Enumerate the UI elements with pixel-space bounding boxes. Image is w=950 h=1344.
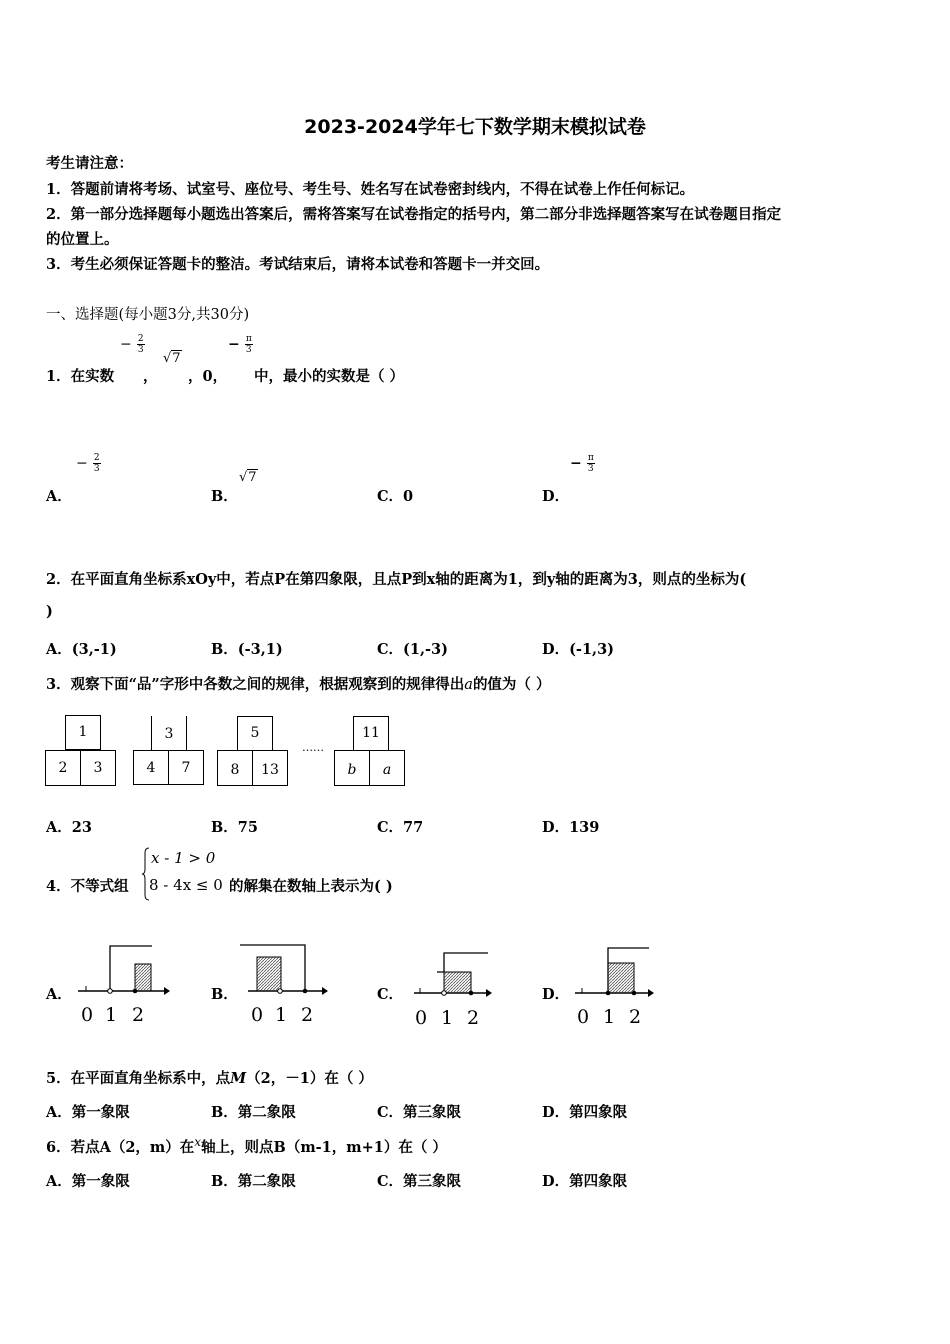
- fig2-top: 3: [151, 716, 187, 751]
- q4-stem-suffix: 的解集在数轴上表示为( ): [229, 878, 393, 895]
- notice-item-3: 3．考生必须保证答题卡的整洁。考试结束后，请将本试卷和答题卡一并交回。: [46, 256, 550, 273]
- fig2-left: 4: [133, 750, 169, 785]
- fig3-left: 8: [217, 750, 253, 786]
- q3-option-d[interactable]: D．139: [542, 819, 600, 836]
- frac-denominator: 3: [587, 464, 594, 474]
- fig1-left: 2: [45, 750, 81, 786]
- number-line-a[interactable]: [78, 946, 170, 995]
- fig1-top: 1: [65, 715, 101, 750]
- q4-stem-prefix: 4．不等式组: [46, 878, 129, 895]
- q3-stem-suffix: 的值为（ ）: [472, 676, 551, 693]
- frac-numerator: 2: [93, 453, 100, 463]
- q4-inequality-2: 8 - 4x ≤ 0: [149, 876, 223, 894]
- q6-stem-prefix: 6．若点A（2，m）在: [46, 1138, 195, 1156]
- tick-label-2: 2: [132, 1004, 145, 1026]
- tick-label-0: 0: [415, 1007, 428, 1029]
- fig4-right: a: [369, 750, 405, 786]
- sqrt-radicand: 7: [172, 351, 181, 366]
- q1-comma: ，: [143, 368, 158, 385]
- sqrt-icon: √: [163, 351, 172, 366]
- tick-label-2: 2: [467, 1007, 480, 1029]
- q4-option-b[interactable]: B．: [211, 986, 238, 1003]
- q5-stem: [46, 1067, 373, 1088]
- number-line-d[interactable]: [575, 948, 654, 997]
- fig4-left: b: [334, 750, 370, 786]
- q2-option-d[interactable]: D．(-1,3): [542, 641, 615, 658]
- frac-denominator: 3: [245, 345, 252, 355]
- q5-stem-suffix: （2，－1）在（ ）: [246, 1070, 373, 1087]
- q4-option-a[interactable]: A．: [46, 986, 72, 1003]
- fig2-right: 7: [168, 750, 204, 785]
- tick-label-2: 2: [301, 1004, 314, 1026]
- minus-sign: −: [120, 336, 132, 353]
- q3-stem-prefix: 3．观察下面“品”字形中各数之间的规律，根据观察到的规律得出: [46, 676, 465, 693]
- q1-stem-prefix: 1．在实数: [46, 368, 115, 385]
- q1-option-a[interactable]: A．: [46, 488, 72, 505]
- minus-sign: −: [228, 336, 240, 353]
- q5-option-b[interactable]: B．第二象限: [211, 1104, 296, 1121]
- section-heading: 一、选择题(每小题3分,共30分): [46, 307, 250, 323]
- q2-stem-end: ): [46, 603, 53, 620]
- q3-option-b[interactable]: B．75: [211, 819, 258, 836]
- q1-stem-suffix: 中，最小的实数是（ ）: [254, 368, 405, 385]
- q5-stem-prefix: 5．在平面直角坐标系中，点: [46, 1070, 231, 1087]
- q4-option-c[interactable]: C．: [377, 986, 404, 1003]
- q6-axis: x: [194, 1135, 202, 1149]
- q1-option-c[interactable]: C．0: [377, 488, 414, 505]
- number-line-c[interactable]: [414, 953, 492, 997]
- q6-option-c[interactable]: C．第三象限: [377, 1173, 462, 1190]
- q2-stem: 2．在平面直角坐标系xOy中，若点P在第四象限，且点P到x轴的距离为1，到y轴的距离为3，则点的坐标为(: [46, 571, 747, 588]
- q5-option-c[interactable]: C．第三象限: [377, 1104, 462, 1121]
- tick-label-0: 0: [577, 1006, 590, 1028]
- q6-option-d[interactable]: D．第四象限: [542, 1173, 628, 1190]
- notice-item-2-cont: 的位置上。: [46, 231, 119, 248]
- tick-label-1: 1: [275, 1004, 288, 1026]
- frac-denominator: 3: [137, 345, 144, 355]
- notice-item-2: 2．第一部分选择题每小题选出答案后，需将答案写在试卷指定的括号内，第二部分非选择题答案写在试卷题目指定: [46, 206, 782, 223]
- frac-numerator: π: [245, 334, 252, 344]
- q3-variable: a: [464, 677, 473, 693]
- q3-option-a[interactable]: A．23: [46, 819, 92, 836]
- fig3-right: 13: [252, 750, 288, 786]
- fig3-top: 5: [237, 716, 273, 751]
- tick-label-0: 0: [251, 1004, 264, 1026]
- sqrt-radicand: 7: [248, 470, 257, 485]
- q1-option-b[interactable]: B．: [211, 488, 238, 505]
- q5-option-a[interactable]: A．第一象限: [46, 1104, 130, 1121]
- tick-label-2: 2: [629, 1006, 642, 1028]
- number-line-b[interactable]: [240, 945, 328, 995]
- q3-option-c[interactable]: C．77: [377, 819, 424, 836]
- minus-sign: −: [570, 455, 582, 472]
- tick-label-0: 0: [81, 1004, 94, 1026]
- q2-option-c[interactable]: C．(1,-3): [377, 641, 449, 658]
- q4-inequality-1: x - 1 > 0: [151, 849, 216, 867]
- sqrt-icon: √: [239, 470, 248, 485]
- frac-numerator: 2: [137, 334, 144, 344]
- tick-label-1: 1: [105, 1004, 118, 1026]
- fig4-top: 11: [353, 716, 389, 751]
- q1-option-d[interactable]: D．: [542, 488, 570, 505]
- notice-heading: 考生请注意：: [46, 155, 133, 172]
- q6-option-b[interactable]: B．第二象限: [211, 1173, 296, 1190]
- tick-label-1: 1: [603, 1006, 616, 1028]
- q1-middle: ，0，: [188, 368, 228, 385]
- q6-option-a[interactable]: A．第一象限: [46, 1173, 130, 1190]
- q6-stem-suffix: 轴上，则点B（m-1，m+1）在（ ）: [201, 1138, 447, 1156]
- tick-label-1: 1: [441, 1007, 454, 1029]
- q4-option-d[interactable]: D．: [542, 986, 570, 1003]
- q2-option-b[interactable]: B．(-3,1): [211, 641, 283, 658]
- fig1-right: 3: [80, 750, 116, 786]
- q6-stem: [46, 1135, 447, 1157]
- frac-numerator: π: [587, 453, 594, 463]
- q5-point: M: [230, 1070, 247, 1087]
- q2-option-a[interactable]: A．(3,-1): [46, 641, 117, 658]
- notice-item-1: 1．答题前请将考场、试室号、座位号、考生号、姓名写在试卷密封线内，不得在试卷上作任何标记。: [46, 181, 695, 198]
- minus-sign: −: [76, 455, 88, 472]
- q5-option-d[interactable]: D．第四象限: [542, 1104, 628, 1121]
- page-title: 2023-2024学年七下数学期末模拟试卷: [304, 116, 646, 138]
- frac-denominator: 3: [93, 464, 100, 474]
- q3-ellipsis: ……: [302, 741, 324, 754]
